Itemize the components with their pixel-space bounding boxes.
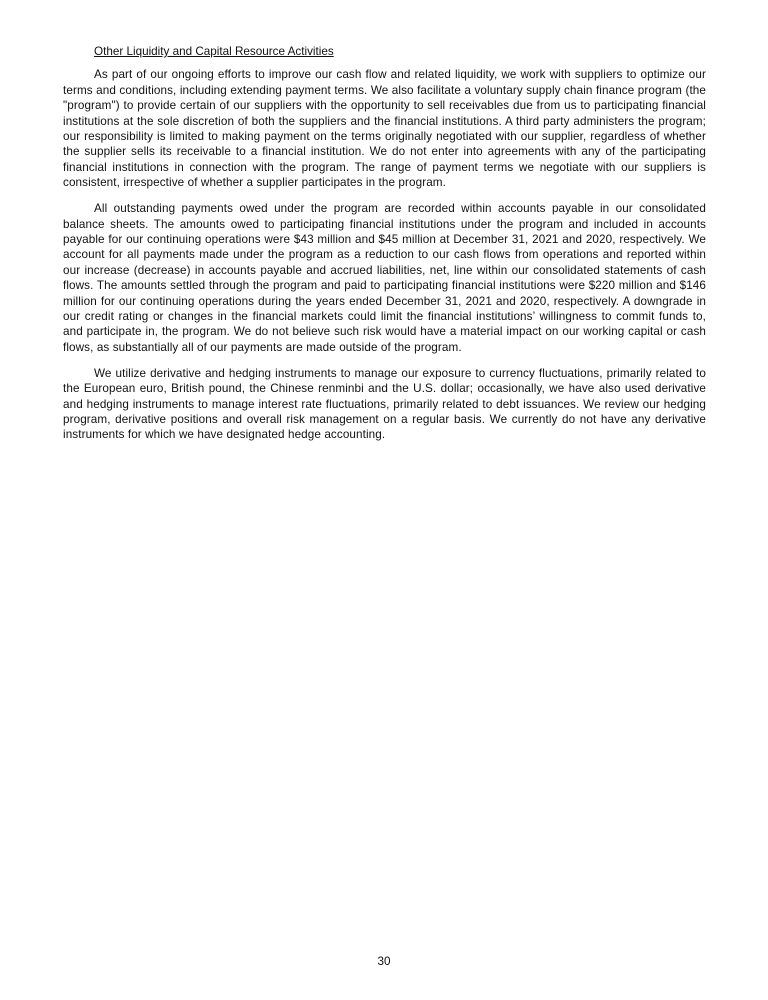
paragraph-derivatives-hedging: We utilize derivative and hedging instruments to manage our exposure to currency fluctuations, primarily related to the European euro, British pound, the Chinese renminbi and the U.S. dollar; occasionally, we have also used derivative and hedging instruments to manage interest rate fluctuations, primarily related to debt issuances. We review our hedging program, derivative positions and overall risk management on a regular basis. We currently do not have any derivative instruments for which we have designated hedge accounting.: [63, 366, 706, 442]
page-number: 30: [377, 955, 391, 968]
paragraph-supply-chain-finance: As part of our ongoing efforts to improve our cash flow and related liquidity, we work with suppliers to optimize our terms and conditions, including extending payment terms. We also facilitate a voluntary supply chain finance program (the "program") to provide certain of our suppliers with the opportunity to sell receivables due from us to participating financial institutions at the sole discretion of both the suppliers and the financial institutions. A third party administers the program; our responsibility is limited to making payment on the terms originally negotiated with our supplier, regardless of whether the supplier sells its receivable to a financial institution. We do not enter into agreements with any of the participating financial institutions in connection with the program. The range of payment terms we negotiate with our suppliers is consistent, irrespective of whether a supplier participates in the program.: [63, 68, 706, 190]
paragraph-outstanding-payments: All outstanding payments owed under the program are recorded within accounts payable in our consolidated balance sheets. The amounts owed to participating financial institutions under the program and included in accounts payable for our continuing operations were $43 million and $45 million at December 31, 2021 and 2020, respectively. We account for all payments made under the program as a reduction to our cash flows from operations and reported within our increase (decrease) in accounts payable and accrued liabilities, net, line within our consolidated statements of cash flows. The amounts settled through the program and paid to participating financial institutions were $220 million and $146 million for our continuing operations during the years ended December 31, 2021 and 2020, respectively. A downgrade in our credit rating or changes in the financial markets could limit the financial institutions’ willingness to commit funds to, and participate in, the program. We do not believe such risk would have a material impact on our working capital or cash flows, as substantially all of our payments are made outside of the program.: [63, 202, 706, 354]
section-heading: Other Liquidity and Capital Resource Activities: [94, 45, 334, 58]
